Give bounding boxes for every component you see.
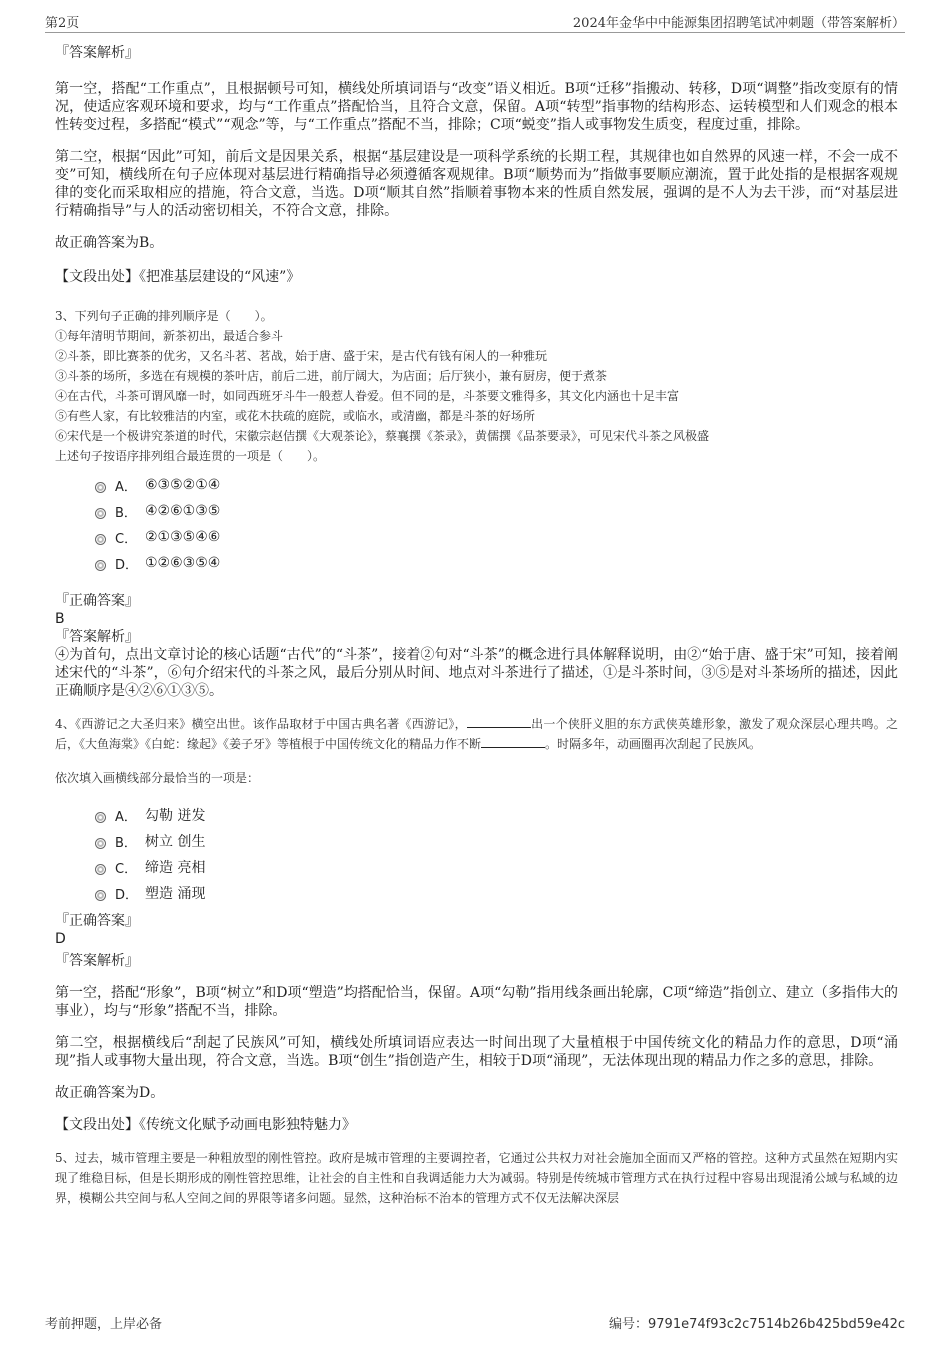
q4-option-b[interactable] xyxy=(95,828,898,854)
q4-analysis-p1: 第一空，搭配“形象”，B项“树立”和D项“塑造”均搭配恰当，保留。A项“勾勒”指用线条画出轮廓，C项“缔造”指创立、建立（多指伟大的事业），均与“形象”搭配不当，排除。 xyxy=(55,985,898,1019)
q2-conclusion: 故正确答案为B。 xyxy=(55,235,164,251)
page-content xyxy=(55,44,898,1208)
option-letter: D． xyxy=(115,557,139,573)
q5-stem: 5、过去，城市管理主要是一种粗放型的刚性管控。政府是城市管理的主要调控者，它通过公共权力对社会施加全面而又严格的管控。这种方式虽然在短期内实现了维稳目标，但是长期形成的刚性管控思维，让社会的自主性和自我调适能力大为减弱。特别是传统城市管理方式在执行过程中容易出现混淆公域与私域的边界，模糊公共空间与私人空间之间的界限等诸多问题。显然，这种治标不治本的管理方式不仅无法解决深层 xyxy=(55,1151,898,1205)
q2-analysis-p1: 第一空，搭配“工作重点”，且根据顿号可知，横线处所填词语与“改变”语义相近。B项“迁移”指搬动、转移，D项“调整”指改变原有的情况，使适应客观环境和要求，均与“工作重点”搭配恰当，且符合文意，保留。A项“转型”指事物的结构形态、运转模型和人们观念的根本性转变过程，多搭配“模式”“观念”等，与“工作重点”搭配不当，排除；C项“蜕变”指人或事物发生质变，程度过重，排除。 xyxy=(55,81,898,133)
q3-stem: 3、下列句子正确的排列顺序是（ ）。 xyxy=(55,309,273,323)
q4-analysis-label: 『答案解析』 xyxy=(55,953,139,969)
document-code: 9791e74f93c2c7514b26b425bd59e42c xyxy=(648,1317,905,1332)
page-number: 第2页 xyxy=(45,16,80,31)
option-letter: C． xyxy=(115,861,138,877)
option-text: ①②⑥③⑤④ xyxy=(145,555,221,571)
question-4 xyxy=(55,714,898,1134)
q3-option-d[interactable] xyxy=(95,550,898,576)
q4-stem-part-3: 。时隔多年，动画圈再次刮起了民族风。 xyxy=(545,737,762,751)
q4-option-c[interactable] xyxy=(95,854,898,880)
q3-option-a[interactable] xyxy=(95,472,898,498)
q3-answer: B xyxy=(55,611,65,627)
q4-option-d[interactable] xyxy=(95,880,898,906)
q3-sentence: ①每年清明节期间，新茶初出，最适合参斗 xyxy=(55,329,284,343)
page-header xyxy=(45,12,905,33)
q3-analysis: ④为首句，点出文章讨论的核心话题“古代”的“斗茶”，接着②句对“斗茶”的概念进行具体解释说明，由②“始于唐、盛于宋”可知，接着阐述宋代的“斗茶”，⑥句介绍宋代的斗茶之风，最后分别从时间、地点对斗茶进行了描述，①是斗茶时间，③⑤是对斗茶场所的描述，因此正确顺序是④②⑥①③⑤。 xyxy=(55,647,898,699)
q3-sentence: ⑤有些人家，有比较雅洁的内室，或花木扶疏的庭院，或临水，或清幽，都是斗茶的好场所 xyxy=(55,409,536,423)
q3-analysis-label: 『答案解析』 xyxy=(55,629,139,645)
option-text: ④②⑥①③⑤ xyxy=(145,503,221,519)
option-letter: B． xyxy=(115,505,137,521)
option-letter: B． xyxy=(115,835,137,851)
q3-options xyxy=(95,472,898,576)
option-letter: A． xyxy=(115,809,137,825)
q3-answer-label: 『正确答案』 xyxy=(55,593,139,609)
q4-stem xyxy=(55,714,898,754)
q2-analysis-p2: 第二空，根据“因此”可知，前后文是因果关系，根据“基层建设是一项科学系统的长期工程，其规律也如自然界的风速一样，不会一成不变”可知，横线所在句子应体现对基层进行精确指导必须遵循客观规律。B项“顺势而为”指做事要顺应潮流，置于此处指的是根据客观规律的变化而采取相应的措施，符合文意，当选。D项“顺其自然”指顺着事物本来的性质自然发展，强调的是不人为去干涉，而“对基层进行精确指导”与人的活动密切相关，不符合文意，排除。 xyxy=(55,149,898,219)
q4-option-a[interactable] xyxy=(95,802,898,828)
page-footer xyxy=(45,1313,905,1331)
radio-button[interactable] xyxy=(95,534,106,545)
code-label: 编号： xyxy=(608,1317,648,1332)
footer-code-block xyxy=(609,1313,905,1331)
q3-sentence: ④在古代，斗茶可谓风靡一时，如同西班牙斗牛一般惹人眷爱。但不同的是，斗茶要文雅得多，其文化内涵也十足丰富 xyxy=(55,389,680,403)
radio-button[interactable] xyxy=(95,890,106,901)
fill-blank-1 xyxy=(467,715,531,728)
radio-button[interactable] xyxy=(95,812,106,823)
q4-options xyxy=(95,802,898,906)
radio-button[interactable] xyxy=(95,864,106,875)
q4-stem-part-2: 出一个侠肝义胆的东方武侠英雄形象，激发了观众深层心理共鸣。之后，《大鱼海棠》《白蛇：缘起》《姜子牙》等植根于中国传统文化的精品力作不断 xyxy=(55,717,898,751)
q2-analysis-label: 『答案解析』 xyxy=(55,45,139,61)
footer-slogan: 考前押题，上岸必备 xyxy=(45,1317,163,1332)
radio-button[interactable] xyxy=(95,838,106,849)
fill-blank-2 xyxy=(481,735,545,748)
radio-button[interactable] xyxy=(95,482,106,493)
q3-option-b[interactable] xyxy=(95,498,898,524)
option-text: 缔造 亮相 xyxy=(145,860,206,876)
q4-prompt: 依次填入画横线部分最恰当的一项是： xyxy=(55,771,260,785)
q4-stem-part-1: 4、《西游记之大圣归来》横空出世。该作品取材于中国古典名著《西游记》， xyxy=(55,717,467,731)
q4-answer: D xyxy=(55,931,66,947)
question-3 xyxy=(55,306,898,700)
option-text: ②①③⑤④⑥ xyxy=(145,529,221,545)
q3-prompt: 上述句子按语序排列组合最连贯的一项是（ ）。 xyxy=(55,449,326,463)
option-text: 塑造 涌现 xyxy=(145,886,206,902)
option-text: 勾勒 迸发 xyxy=(145,808,206,824)
q4-source: 【文段出处】《传统文化赋予动画电影独特魅力》 xyxy=(55,1117,356,1133)
option-text: 树立 创生 xyxy=(145,834,206,850)
q3-option-c[interactable] xyxy=(95,524,898,550)
q4-conclusion: 故正确答案为D。 xyxy=(55,1085,165,1101)
document-title: 2024年金华中中能源集团招聘笔试冲刺题（带答案解析） xyxy=(572,16,905,31)
question-5 xyxy=(55,1148,898,1208)
q3-sentence: ③斗茶的场所，多选在有规模的茶叶店，前后二进，前厅阔大，为店面；后厅狭小，兼有厨房，便于煮茶 xyxy=(55,369,608,383)
option-letter: A． xyxy=(115,479,137,495)
option-text: ⑥③⑤②①④ xyxy=(145,477,221,493)
option-letter: C． xyxy=(115,531,138,547)
option-letter: D． xyxy=(115,887,139,903)
radio-button[interactable] xyxy=(95,508,106,519)
q3-sentence: ⑥宋代是一个极讲究茶道的时代，宋徽宗赵佶撰《大观茶论》，蔡襄撰《茶录》，黄儒撰《品茶要录》，可见宋代斗茶之风极盛 xyxy=(55,429,710,443)
q3-sentence: ②斗茶，即比赛茶的优劣，又名斗茗、茗战，始于唐、盛于宋，是古代有钱有闲人的一种雅玩 xyxy=(55,349,548,363)
radio-button[interactable] xyxy=(95,560,106,571)
q4-analysis-p2: 第二空，根据横线后“刮起了民族风”可知，横线处所填词语应表达一时间出现了大量植根于中国传统文化的精品力作的意思，D项“涌现”指人或事物大量出现，符合文意，当选。B项“创生”指创造产生，相较于D项“涌现”，无法体现出现的精品力作之多的意思，排除。 xyxy=(55,1035,898,1069)
q4-answer-label: 『正确答案』 xyxy=(55,913,139,929)
q2-source: 【文段出处】《把准基层建设的“风速”》 xyxy=(55,269,301,285)
